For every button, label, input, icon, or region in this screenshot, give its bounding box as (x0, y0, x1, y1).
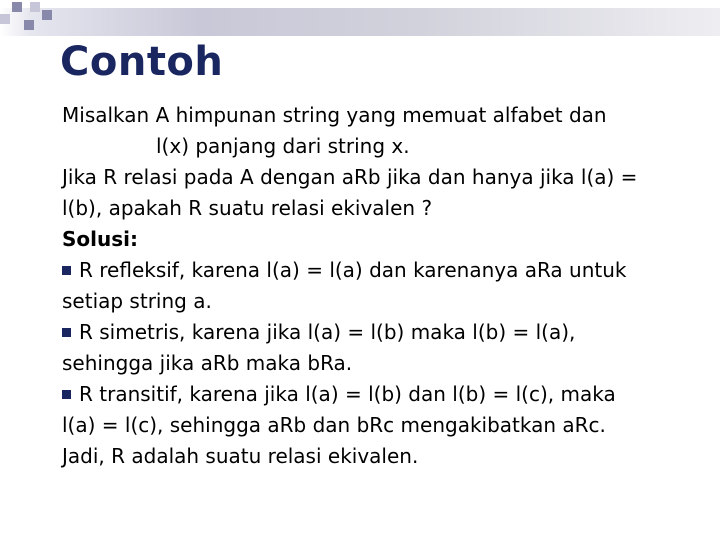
body-line: l(x) panjang dari string x. (156, 134, 410, 158)
slide-body (62, 100, 712, 472)
bullet-item (62, 379, 712, 410)
solution-heading: Solusi: (62, 227, 138, 251)
slide-title: Contoh (60, 39, 224, 85)
decor-square (12, 2, 22, 12)
decor-square (30, 2, 40, 12)
bullet-item (62, 317, 712, 348)
bullet-text: R refleksif, karena l(a) = l(a) dan karenanya aRa untuk (79, 258, 627, 282)
body-line: Misalkan A himpunan string yang memuat alfabet dan (62, 103, 607, 127)
body-line: l(a) = l(c), sehingga aRb dan bRc mengakibatkan aRc. (62, 413, 606, 437)
header-banner (0, 8, 720, 36)
square-bullet-icon (62, 390, 71, 399)
decor-square (24, 20, 34, 30)
square-bullet-icon (62, 328, 71, 337)
bullet-text: R transitif, karena jika l(a) = l(b) dan l(b) = l(c), maka (79, 382, 616, 406)
square-bullet-icon (62, 266, 71, 275)
decor-square (0, 14, 10, 24)
bullet-text: R simetris, karena jika l(a) = l(b) maka l(b) = l(a), (79, 320, 576, 344)
body-line: Jadi, R adalah suatu relasi ekivalen. (62, 444, 419, 468)
body-line: setiap string a. (62, 289, 212, 313)
body-line: sehingga jika aRb maka bRa. (62, 351, 353, 375)
body-line: Jika R relasi pada A dengan aRb jika dan hanya jika l(a) = (62, 165, 638, 189)
body-line: l(b), apakah R suatu relasi ekivalen ? (62, 196, 433, 220)
decor-square (42, 10, 52, 20)
bullet-item (62, 255, 712, 286)
